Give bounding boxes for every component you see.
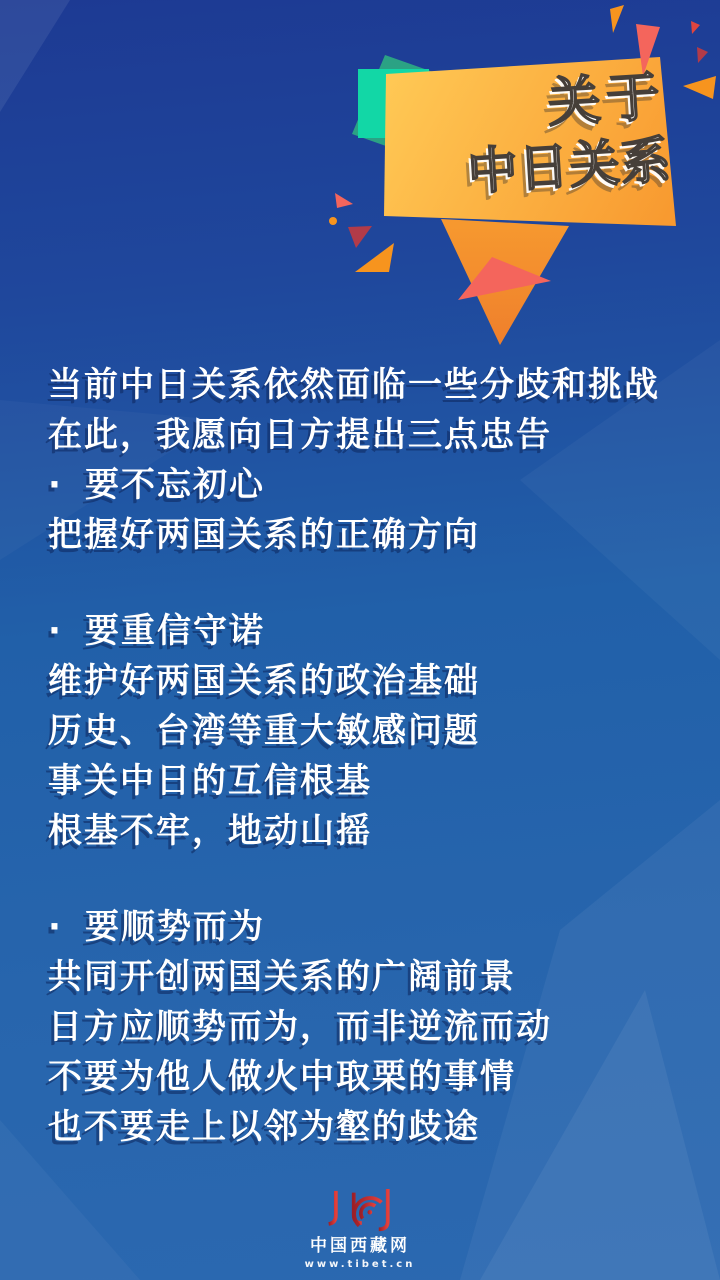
confetti-darkred-triangle [348, 226, 372, 248]
poster-body [48, 360, 690, 1152]
site-url: www.tibet.cn [304, 1259, 416, 1270]
point-line: 也不要走上以邻为壑的歧途 [48, 1107, 480, 1147]
point-line: 事关中日的互信根基 [48, 761, 372, 801]
facet-top-left [0, 0, 70, 112]
point-title [48, 902, 690, 952]
point-line: 把握好两国关系的正确方向 [48, 515, 480, 555]
point-line: 共同开创两国关系的广阔前景 [48, 957, 516, 997]
point-line: 维护好两国关系的政治基础 [48, 661, 480, 701]
point-title-text: 要不忘初心 [85, 465, 265, 505]
confetti-darkred-spark [697, 47, 708, 63]
tibet-seal-icon [326, 1186, 394, 1235]
point-line: 不要为他人做火中取栗的事情 [48, 1057, 516, 1097]
site-name: 中国西藏网 [310, 1236, 410, 1256]
point-line: 历史、台湾等重大敏感问题 [48, 711, 480, 751]
bullet-dot-icon: · [48, 907, 63, 947]
confetti-orange-sliver [610, 5, 624, 33]
badge-line-2: 中日关系 [466, 130, 674, 202]
point-title [48, 606, 690, 656]
intro-line: 在此，我愿向日方提出三点忠告 [48, 415, 552, 455]
confetti-coral-triangle [335, 193, 353, 208]
confetti-orange-shard [683, 76, 716, 99]
point-title-text: 要顺势而为 [85, 907, 265, 947]
badge-line-1: 关于 [545, 66, 668, 135]
bullet-dot-icon: · [48, 611, 63, 651]
intro-line: 当前中日关系依然面临一些分歧和挑战 [48, 365, 660, 405]
confetti-orange-dot [329, 217, 337, 225]
point-title-text: 要重信守诺 [85, 611, 265, 651]
confetti-red-spark [691, 21, 700, 34]
confetti-orange-triangle [355, 243, 394, 272]
point-line: 日方应顺势而为，而非逆流而动 [48, 1007, 552, 1047]
point-line: 根基不牢，地动山摇 [48, 811, 372, 851]
site-logo [0, 1186, 720, 1270]
bullet-dot-icon: · [48, 465, 63, 505]
header-banner-text [438, 66, 674, 202]
point-title [48, 460, 690, 510]
